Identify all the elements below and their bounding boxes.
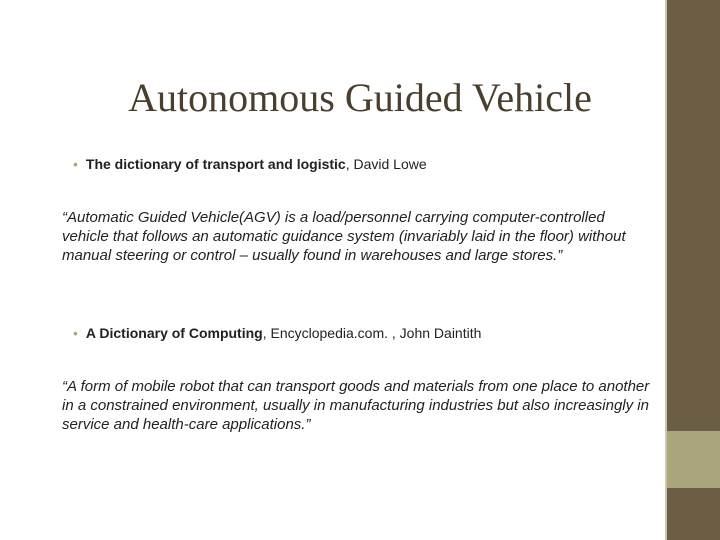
source-author-2: , Encyclopedia.com. , John Daintith bbox=[262, 325, 482, 341]
definition-quote-2: “A form of mobile robot that can transport goods and materials from one place to another in a constrained environment, usually in manufacturing industries but also increasingly in service and health-care applications.” bbox=[62, 378, 650, 433]
sidebar-decoration-bottom bbox=[667, 488, 720, 540]
definition-quote-1: “Automatic Guided Vehicle(AGV) is a load/personnel carrying computer-controlled vehicle that follows an automatic guidance system (invariably laid in the floor) without manual steering or control – usually found in warehouses and large stores.” bbox=[62, 209, 626, 264]
slide-title: Autonomous Guided Vehicle bbox=[128, 75, 592, 120]
sidebar-decoration-top bbox=[667, 0, 720, 431]
sidebar-decoration-accent bbox=[667, 431, 720, 488]
source-citation-2 bbox=[73, 325, 653, 342]
source-title-2: A Dictionary of Computing bbox=[85, 325, 263, 341]
bullet-icon: • bbox=[73, 325, 78, 341]
source-citation-1 bbox=[73, 156, 653, 173]
source-title-1: The dictionary of transport and logistic bbox=[85, 156, 346, 172]
source-author-1: , David Lowe bbox=[345, 156, 427, 172]
bullet-icon: • bbox=[73, 156, 78, 172]
